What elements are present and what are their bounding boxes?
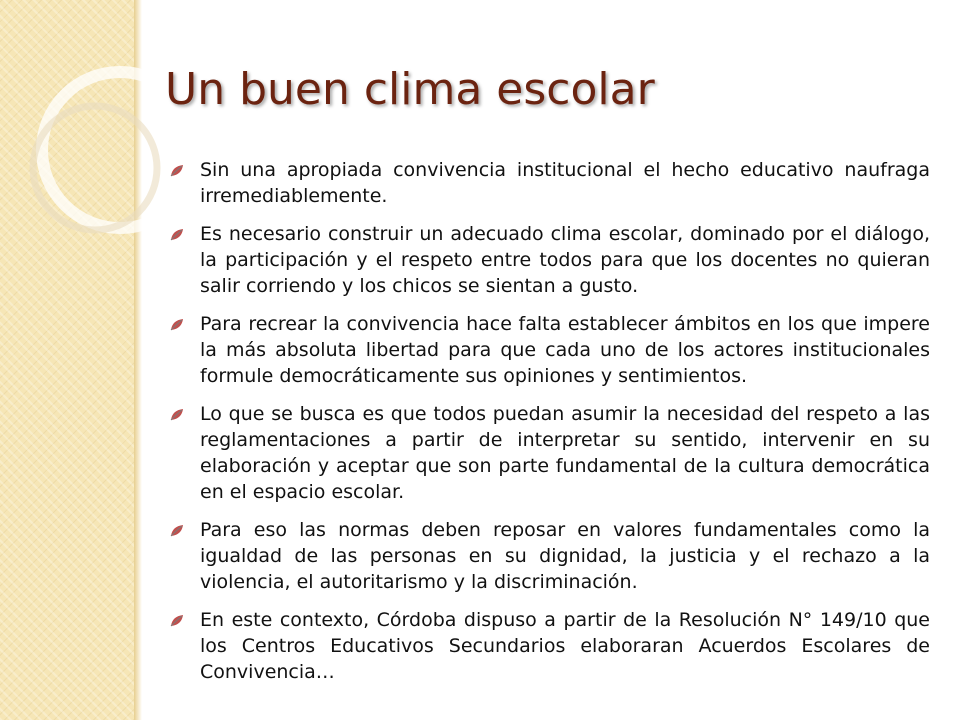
slide-title: Un buen clima escolar	[165, 64, 655, 115]
bullet-item	[170, 401, 930, 505]
bullet-text: Para recrear la convivencia hace falta establecer ámbitos en los que impere la más absoluta libertad para que cada uno de los actores institucionales formule democráticamente sus opiniones y sentimientos.	[200, 313, 930, 387]
bullet-text: Lo que se busca es que todos puedan asumir la necesidad del respeto a las reglamentaciones a partir de interpretar su sentido, intervenir en su elaboración y aceptar que son parte fundamental de la cultura democrática en el espacio escolar.	[200, 403, 930, 503]
leaf-bullet-icon	[170, 408, 184, 422]
bullet-item	[170, 157, 930, 209]
bullet-list	[170, 157, 930, 697]
ring-inner	[33, 106, 157, 230]
bullet-text: Para eso las normas deben reposar en valores fundamentales como la igualdad de las personas en su dignidad, la justicia y el rechazo a la violencia, el autoritarismo y la discriminación.	[200, 519, 930, 593]
leaf-bullet-icon	[170, 164, 184, 178]
bullet-item	[170, 517, 930, 595]
bullet-item	[170, 221, 930, 299]
bullet-item	[170, 607, 930, 685]
leaf-bullet-icon	[170, 614, 184, 628]
leaf-bullet-icon	[170, 524, 184, 538]
bullet-text: Es necesario construir un adecuado clima escolar, dominado por el diálogo, la participación y el respeto entre todos para que los docentes no quieran salir corriendo y los chicos se sientan a gusto.	[200, 223, 930, 297]
bullet-text: En este contexto, Córdoba dispuso a partir de la Resolución N° 149/10 que los Centros Educativos Secundarios elaboraran Acuerdos Escolares de Convivencia…	[200, 609, 930, 683]
leaf-bullet-icon	[170, 318, 184, 332]
leaf-bullet-icon	[170, 228, 184, 242]
bullet-item	[170, 311, 930, 389]
bullet-text: Sin una apropiada convivencia institucional el hecho educativo naufraga irremediablemente.	[200, 159, 930, 207]
